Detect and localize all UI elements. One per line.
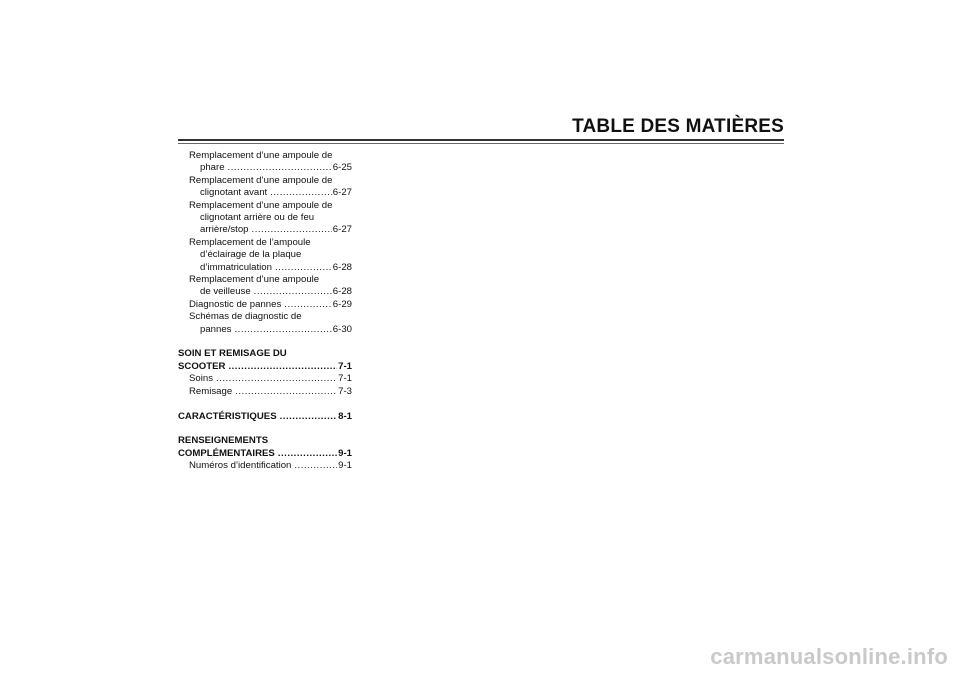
toc-entry-title: Remisage [189,385,233,397]
toc-entry-text: SOIN ET REMISAGE DU [178,348,287,360]
toc-entry-title: clignotant avant [200,187,268,199]
title-rule-thin [178,143,784,144]
toc-entry[interactable] [178,262,352,274]
toc-page-number: 7-1 [338,360,352,372]
toc-entry[interactable] [178,224,352,236]
toc-dot-leader [234,324,331,336]
toc-entry-text: d’éclairage de la plaque [200,249,302,261]
toc-entry-text: Remplacement d’une ampoule de [189,199,333,211]
toc-entry[interactable] [178,386,352,398]
toc-entry-title: arrière/stop [200,224,249,236]
toc-entry-text: Remplacement d’une ampoule de [189,150,333,161]
toc-dot-leader [270,187,332,199]
toc-entry[interactable] [178,361,352,373]
toc-entry[interactable] [178,162,352,174]
toc-page-number: 8-1 [338,410,352,422]
toc-dot-leader [235,386,337,398]
toc-page-number: 9-1 [338,447,352,459]
toc-dot-leader [254,286,332,298]
toc-page-number: 7-3 [338,385,352,397]
toc-page-number: 9-1 [338,460,352,472]
toc-entry-title: SCOOTER [178,360,226,372]
watermark: carmanualsonline.info [710,644,948,669]
table-of-contents [178,150,352,473]
toc-entry-title: Diagnostic de pannes [189,298,282,310]
toc-page-number: 7-1 [338,373,352,385]
toc-page-number: 6-29 [332,298,352,310]
toc-entry[interactable] [178,411,352,423]
toc-entry[interactable] [178,286,352,298]
toc-dot-leader [275,262,332,274]
toc-page-number: 6-27 [332,224,352,236]
toc-entry[interactable] [178,187,352,199]
toc-page-number: 6-28 [332,261,352,273]
toc-dot-leader [278,448,337,460]
toc-entry-text: Remplacement d’une ampoule de [189,174,333,186]
toc-entry[interactable] [178,324,352,336]
toc-entry-title: Numéros d’identification [189,460,292,472]
toc-dot-leader [280,411,338,423]
toc-dot-leader [228,361,337,373]
toc-spacer [178,336,352,348]
toc-entry-text: Remplacement de l’ampoule [189,236,311,248]
page-title: TABLE DES MATIÈRES [572,116,784,137]
toc-entry[interactable] [178,460,352,472]
toc-dot-leader [216,373,337,385]
toc-page-number: 6-25 [332,162,352,174]
toc-entry[interactable] [178,299,352,311]
toc-entry-title: Soins [189,373,213,385]
toc-entry-title: de veilleuse [200,286,251,298]
toc-page-number: 6-28 [332,286,352,298]
toc-page-number: 6-27 [332,187,352,199]
toc-entry-title: d’immatriculation [200,261,272,273]
toc-dot-leader [294,460,337,472]
toc-spacer [178,423,352,435]
title-rule-thick [178,139,784,141]
toc-entry-text: Schémas de diagnostic de [189,311,302,323]
toc-spacer [178,398,352,410]
toc-dot-leader [228,162,332,174]
toc-entry-title: pannes [200,323,232,335]
toc-entry-text: Remplacement d’une ampoule [189,274,320,286]
toc-entry[interactable] [178,373,352,385]
toc-dot-leader [252,224,332,236]
toc-entry-title: COMPLÉMENTAIRES [178,447,275,459]
toc-entry-text: clignotant arrière ou de feu [200,212,315,224]
toc-dot-leader [284,299,332,311]
toc-entry[interactable] [178,448,352,460]
toc-entry-title: CARACTÉRISTIQUES [178,410,277,422]
toc-page-number: 6-30 [332,323,352,335]
toc-entry-text: RENSEIGNEMENTS [178,435,269,447]
toc-entry-title: phare [200,162,225,174]
